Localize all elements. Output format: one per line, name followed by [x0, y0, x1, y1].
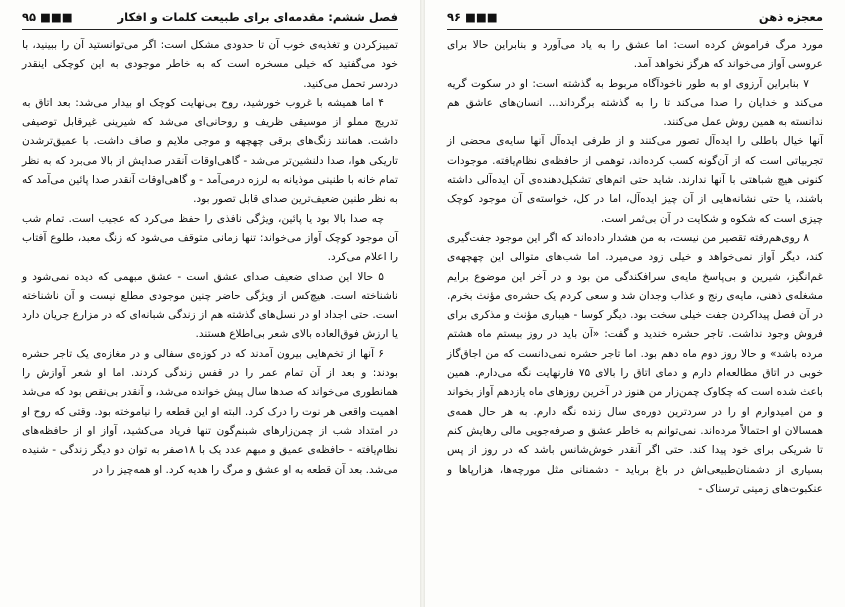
paragraph: ۸ روی‌هم‌رفته تقصیر من نیست، به من هشدار داده‌اند که اگر این موجود جفت‌گیری کند، دیگر آواز نمی‌خواهد و خیلی زود می‌میرد. اما شب‌های متوالی این چهچهه‌ی غم‌انگیز، شیرین و بی‌پاسخ مایه‌ی سرافکندگی من بود و در آخر این موضوع برایم مشغله‌ی ذهنی، مایه‌ی رنج و عذاب وجدان شد و سعی کردم یک حشره‌ی مؤنث بخرم. در آن فصل پیداکردن جفت خیلی سخت بود. دیگر کوسا - هیباری مؤنث و مذکری برای فروش وجود نداشت. تاجر حشره خندید و گفت: «آن باید در روز بیستم ماه هشتم مرده باشد» و حالا روز دوم ماه دهم بود. اما تاجر حشره نمی‌دانست که من اجاق‌گاز خوبی در اتاق مطالعه‌ام دارم و دمای اتاق را بالای ۷۵ فارنهایت نگه می‌دارم. همین باعث شده است که چکاوک چمن‌زار من هنوز در آخرین روزهای ماه یازدهم آواز بخواند و من امیدوارم او را در سردترین دوره‌ی سال زنده نگه دارم. به هر حال همه‌ی همسالان او احتمالاً مرده‌اند. نمی‌توانم به خاطر عشق و صرفه‌جویی مالی رهایش کنم تا شریکی برای خود پیدا کند. حتی اگر آنقدر خوش‌شانس باشد که در روز از پس بسیاری از دشمنان‌طبیعی‌اش در باغ برباید - دشمنانی مثل مورچه‌ها، هزارپاها و عنکبوت‌های زمینی ترسناک -: [447, 231, 823, 495]
page-number-left: ۹۵ ■■■: [22, 10, 73, 24]
left-page-header: [22, 8, 398, 28]
paragraph: تمییزکردن و تغذیه‌ی خوب آن تا حدودی مشکل است: اگر می‌توانستید آن را ببینید، با خود می‌گفتید که خیلی مسخره است که به خاطر موجودی به این کوچکی اینقدر دردسر تحمل می‌کنید.: [22, 39, 398, 90]
right-page-body: [447, 36, 823, 499]
paragraph: مورد مرگ فراموش کرده است: اما عشق را به یاد می‌آورد و بنابراین حالا برای عروسی آواز می‌خواند که هرگز نخواهد آمد.: [447, 39, 823, 71]
paragraph: آنها خیال باطلی را ایده‌آل تصور می‌کنند و از طرفی ایده‌آل آنها سایه‌ی محضی از تجربیاتی است که از آن‌گونه کسب کرده‌اند، توهمی از حافظه‌ی نظام‌یافته. موجودات کنونی هیچ شباهتی با آنها ندارند. شاید حتی اتم‌های تشکیل‌دهنده‌ی آن ایده‌آلی داشته باشند، یا حتی نشانه‌هایی از آن چیز ایده‌آل، اما در کل، خواسته‌ی آن موجود کوچک چیزی است که شکوه و شکایت در آن بی‌ثمر است.: [447, 135, 823, 225]
chapter-title: فصل ششم: مقدمه‌ای برای طبیعت کلمات و افکار: [117, 10, 398, 24]
paragraph: ۴ اما همیشه با غروب خورشید، روح بی‌نهایت کوچک او بیدار می‌شد: بعد اتاق به تدریج مملو از موسیقی ظریف و روحانی‌ای می‌شد که شیرینی غیرقابل توصیفی داشت. همانند زنگ‌های برقی چهچهه و موجی ملایم و صاف داشت. با عمیق‌ترشدن تاریکی هوا، صدا دلنشین‌تر می‌شد - گاهی‌اوقات آنقدر صدایش از بالا می‌برد که به نظر تمام خانه با طنینی موذیانه به لرزه درمی‌آمد - و گاهی‌اوقات آنقدر صدا پائین می‌آمد که به نظر طنین ضعیف‌ترین صدای قابل تصور بود.: [22, 96, 398, 206]
right-page-header: [447, 8, 823, 28]
paragraph: ۶ آنها از تخم‌هایی بیرون آمدند که در کوزه‌ی سفالی و در مغازه‌ی یک تاجر حشره بودند: و بعد از آن تمام عمر را در قفس زندگی کردند. اما او شعر آوازش را همانطوری می‌خواند که صدها سال پیش خوانده می‌شد، و آنقدر بی‌نقص بود که می‌شد اهمیت واقعی هر نوت را درک کرد. البته او این قطعه را نیاموخته بود. وقتی که روح او در امتداد شب از چمن‌زارهای شبنم‌گون تنها فریاد می‌کشید، آواز او از حافظه‌های نظام‌یافته - حافظه‌ی عمیق و مبهم عدد یک با ۱۸صفر به توان دو دیگر زندگی - شنیده می‌شد. بعد آن قطعه به او عشق و مرگ را هدیه کرد. او همه‌چیز را در: [22, 347, 398, 476]
left-page: [0, 0, 420, 607]
left-page-body: [22, 36, 398, 480]
right-page: [425, 0, 845, 607]
header-rule: [22, 29, 398, 30]
paragraph: ۵ حالا این صدای ضعیف صدای عشق است - عشق مبهمی که دیده نمی‌شود و ناشناخته است. هیچ‌کس از ویژگی حاضر چنین موجودی مطلع نیست و آن ناشناخته است. حتی اجداد او در نسل‌های گذشته هم از زندگی شبانه‌ای که در مزارع جریان دارد یا ارزش فوق‌العاده بالای شعر بی‌اطلاع هستند.: [22, 270, 398, 341]
paragraph: چه صدا بالا بود یا پائین، ویژگی نافذی را حفظ می‌کرد که عجیب است. تمام شب آن موجود کوچک آواز می‌خواند: تنها زمانی متوقف می‌شود که زنگ معبد، طلوع آفتاب را اعلام می‌کرد.: [22, 212, 398, 264]
page-number-right: ۹۶ ■■■: [447, 10, 498, 24]
book-title: معجزه ذهن: [758, 10, 823, 24]
paragraph: ۷ بنابراین آرزوی او به طور ناخودآگاه مربوط به گذشته است: او در سکوت گریه می‌کند و خدایان را صدا می‌کند تا را به گذشته برگرداند... انسان‌های عاشق هم ندانسته به همین روش عمل می‌کنند.: [447, 77, 823, 129]
header-rule: [447, 29, 823, 30]
